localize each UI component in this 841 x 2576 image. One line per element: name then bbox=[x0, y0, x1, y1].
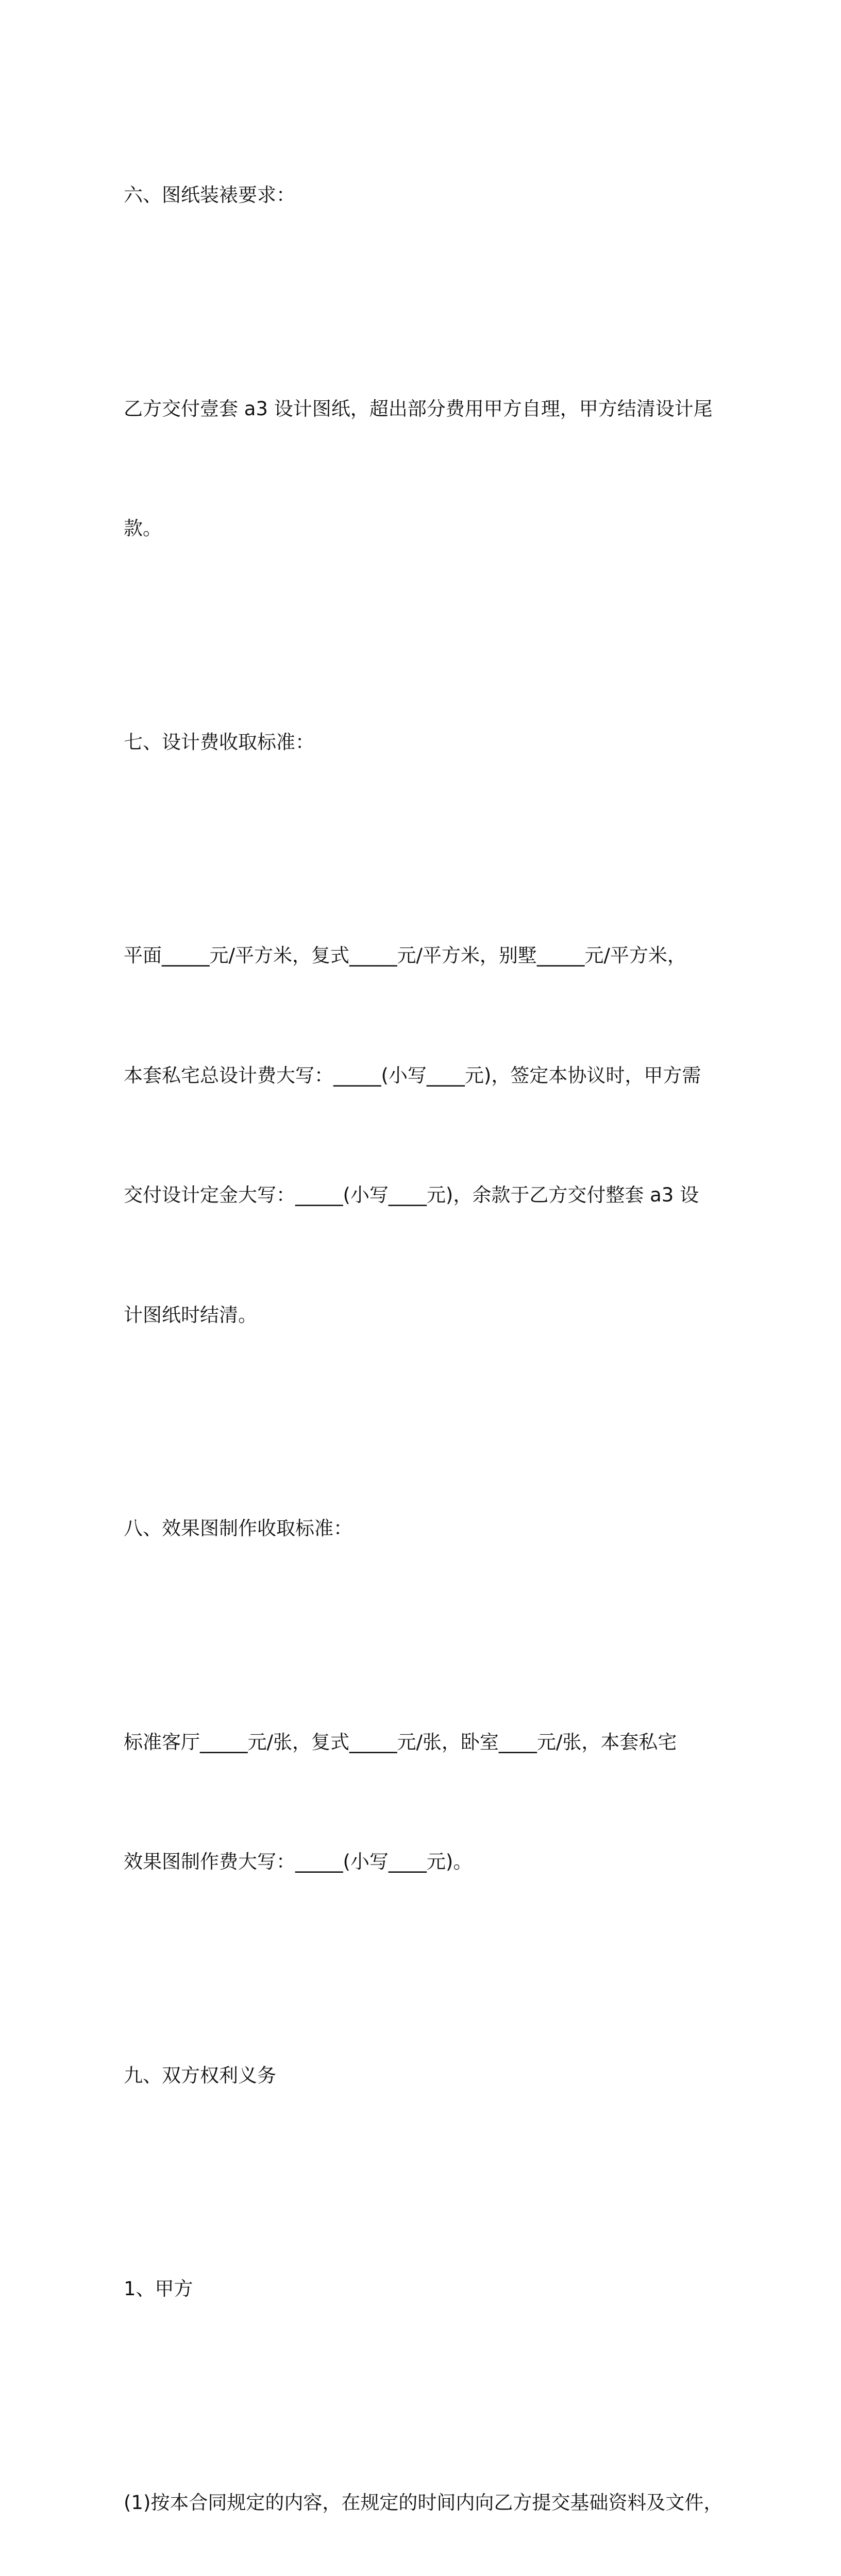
text-line: 效果图制作费大写：_____(小写____元)。 bbox=[124, 1842, 721, 1882]
heading-section-9 bbox=[124, 1976, 721, 2176]
paragraph-section-7 bbox=[124, 856, 721, 1415]
text-line: 九、双方权利义务 bbox=[124, 2056, 721, 2096]
text-line: 七、设计费收取标准： bbox=[124, 722, 721, 762]
heading-section-6 bbox=[124, 95, 721, 295]
text-line: 标准客厅_____元/张，复式_____元/张，卧室____元/张，本套私宅 bbox=[124, 1722, 721, 1762]
text-line: 本套私宅总设计费大写：_____(小写____元)，签定本协议时，甲方需 bbox=[124, 1056, 721, 1096]
subheading-party-a bbox=[124, 2189, 721, 2389]
text-line: 1、甲方 bbox=[124, 2269, 721, 2309]
paragraph-section-6 bbox=[124, 309, 721, 629]
clause-1 bbox=[124, 2403, 721, 2576]
heading-section-8 bbox=[124, 1429, 721, 1629]
text-line: (1)按本合同规定的内容，在规定的时间内向乙方提交基础资料及文件， bbox=[124, 2483, 721, 2523]
text-line: 计图纸时结清。 bbox=[124, 1295, 721, 1335]
paragraph-section-8 bbox=[124, 1642, 721, 1962]
text-line: 乙方交付壹套 a3 设计图纸，超出部分费用甲方自理，甲方结清设计尾 bbox=[124, 389, 721, 429]
text-line: 八、效果图制作收取标准： bbox=[124, 1509, 721, 1549]
text-line: 六、图纸装裱要求： bbox=[124, 175, 721, 215]
document-page bbox=[124, 95, 721, 2576]
text-line: 平面_____元/平方米，复式_____元/平方米，别墅_____元/平方米， bbox=[124, 936, 721, 976]
heading-section-7 bbox=[124, 642, 721, 842]
text-line: 款。 bbox=[124, 509, 721, 549]
text-line: 交付设计定金大写：_____(小写____元)，余款于乙方交付整套 a3 设 bbox=[124, 1175, 721, 1215]
